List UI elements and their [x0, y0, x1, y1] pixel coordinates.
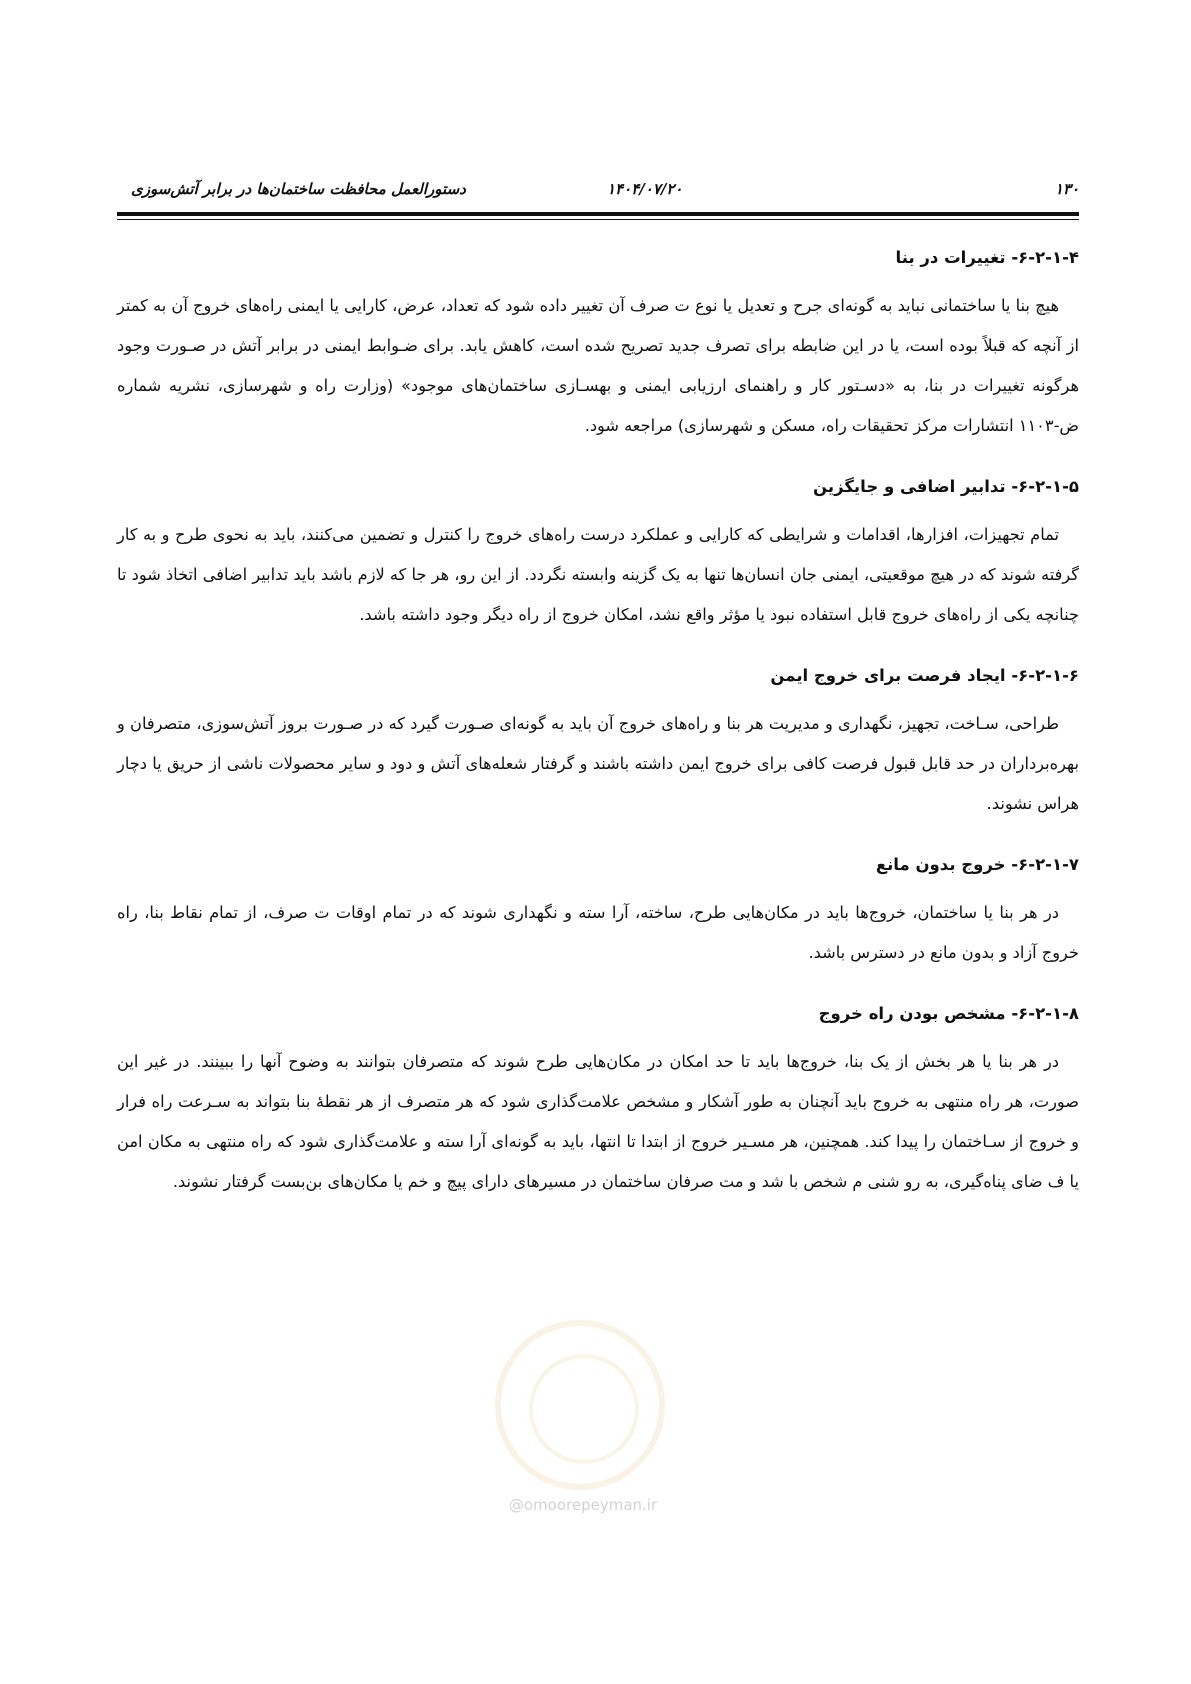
section-exit-visibility	[117, 994, 1079, 1202]
section-heading: ۶-۲-۱-۷- خروج بدون مانع	[875, 855, 1079, 874]
header-rule-thin	[117, 219, 1079, 220]
section-heading: ۶-۲-۱-۸- مشخص بودن راه خروج	[818, 1004, 1079, 1023]
page-number: ۱۳۰	[1054, 180, 1079, 198]
section-paragraph: در هر بنا یا ساختمان، خروج‌ها باید در مکان‌هایی طرح، ساخته، آرا سته و نگهداری شوند که در تمام اوقات ت صرف، از تمام نقاط بنا، راه خروج آزاد و بدون مانع در دسترس باشد.	[117, 903, 1079, 962]
page-header	[117, 176, 1079, 206]
section-changes-in-building	[117, 238, 1079, 446]
watermark-seal-icon	[495, 1320, 665, 1490]
section-heading: ۶-۲-۱-۴- تغییرات در بنا	[895, 248, 1079, 267]
section-heading: ۶-۲-۱-۶- ایجاد فرصت برای خروج ایمن	[770, 666, 1079, 685]
section-paragraph: تمام تجهیزات، افزارها، اقدامات و شرایطی که کارایی و عملکرد درست راه‌های خروج را کنترل و تضمین می‌کنند، باید به نحوی طرح و به کار گرفته شوند که در هیچ موقعیتی، ایمنی جان انسان‌ها تنها به یک گزینه وابسته نگردد. از این رو، هر جا که لازم باشد باید تدابیر اضافی اتخاذ شود تا چنانچه یکی از راه‌های خروج قابل استفاده نبود یا مؤثر واقع نشد، امکان خروج از راه دیگر وجود داشته باشد.	[117, 525, 1079, 624]
section-paragraph: طراحی، سـاخت، تجهیز، نگهداری و مدیریت هر بنا و راه‌های خروج آن باید به گونه‌ای صـورت گیرد که در صـورت بروز آتش‌سوزی، متصرفان و بهره‌برداران در حد قابل قبول فرصت کافی برای خروج ایمن داشته باشند و گرفتار شعله‌های آتش و دود و سایر محصولات ناشی از حریق یا دچار هراس نشوند.	[117, 714, 1079, 813]
header-title: دستورالعمل محافظت ساختمان‌ها در برابر آتش‌سوزی	[131, 180, 466, 198]
header-rule-thick	[117, 212, 1079, 216]
section-paragraph: هیچ بنا یا ساختمانی نباید به گونه‌ای جرح و تعدیل یا نوع ت صرف آن تغییر داده شود که تعداد، عرض، کارایی یا ایمنی راه‌های خروج آن به کمتر از آنچه که قبلاً بوده است، یا در این ضابطه برای تصرف جدید تصریح شده است، کاهش یابد. برای ضـوابط ایمنی در برابر آتش در صـورت وجود هرگونه تغییرات در بنا، به «دسـتور کار و راهنمای ارزیابی ایمنی و بهسـازی ساختمان‌های موجود» (وزارت راه و شهرسازی، نشریه شماره ض-۱۱۰۳ انتشارات مرکز تحقیقات راه، مسکن و شهرسازی) مراجعه شود.	[117, 296, 1079, 435]
section-paragraph: در هر بنا یا هر بخش از یک بنا، خروج‌ها باید تا حد امکان در مکان‌هایی طرح شوند که متصرفان بتوانند به وضوح آنها را ببینند. در غیر این صورت، هر راه منتهی به خروج باید آنچنان به طور آشکار و مشخص علامت‌گذاری شود که هر متصرف از هر نقطۀ بنا بتواند به سـرعت راه فرار و خروج از سـاختمان را پیدا کند. همچنین، هر مسـیر خروج از ابتدا تا انتها، باید به گونه‌ای آرا سته و علامت‌گذاری شود که راه منتهی به مکان امن یا ف ضای پناه‌گیری، به رو شنی م شخص با شد و مت صرفان ساختمان در مسیرهای دارای پیچ و خم یا مکان‌های بن‌بست گرفتار نشوند.	[117, 1052, 1079, 1191]
section-additional-measures	[117, 467, 1079, 635]
header-date: ۱۴۰۴/۰۷/۲۰	[607, 180, 683, 198]
section-unobstructed-exit	[117, 845, 1079, 973]
document-body	[117, 238, 1079, 1223]
section-safe-exit-opportunity	[117, 656, 1079, 824]
section-heading: ۶-۲-۱-۵- تدابیر اضافی و جایگزین	[813, 477, 1079, 496]
watermark-text: @omoorepeyman.ir	[508, 1496, 658, 1514]
